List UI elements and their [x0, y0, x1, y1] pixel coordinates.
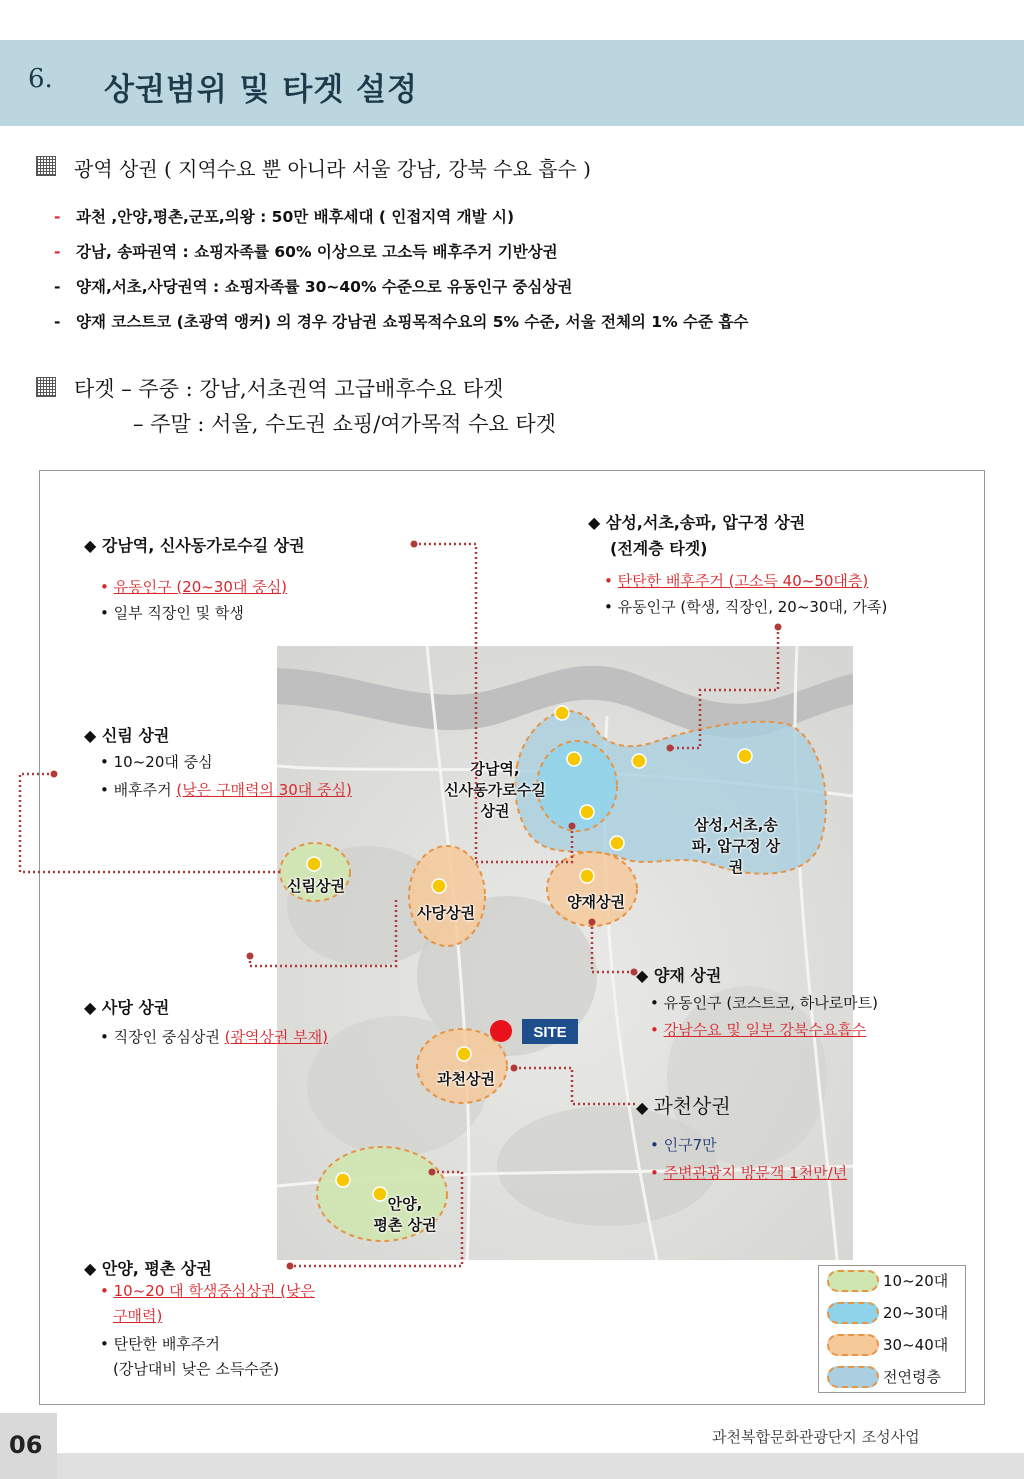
footer-bar: [57, 1453, 1024, 1479]
callout-anyang-point-1b: 구매력): [113, 1307, 163, 1325]
legend-label: 10~20대: [883, 1272, 949, 1290]
wide-item-3: - 양재,서초,사당권역 : 쇼핑자족률 30~40% 수준으로 유동인구 중심상권: [54, 278, 573, 296]
wide-area-heading: 광역 상권 ( 지역수요 뿐 아니라 서울 강남, 강북 수요 흡수 ): [74, 157, 591, 181]
label-sillim: 신림상권: [287, 877, 345, 895]
callout-samsung-point-2: • 유동인구 (학생, 직장인, 20~30대, 가족): [604, 598, 888, 616]
page-title: 상권범위 및 타겟 설정: [104, 72, 418, 108]
callout-samsung-point-1: • 탄탄한 배후주거 (고소득 40~50대층): [604, 572, 869, 590]
callout-samsung-subtitle: (전계층 타겟): [610, 539, 708, 558]
diamond-icon: ◆: [636, 1098, 654, 1117]
callout-gwacheon-point-2: • 주변관광지 방문객 1천만/년: [650, 1164, 848, 1182]
legend-swatch-all: [827, 1366, 879, 1388]
callout-anyang-title: ◆ 안양, 평촌 상권: [84, 1259, 212, 1278]
target-line-1: 타겟 – 주중 : 강남,서초권역 고급배후수요 타겟: [74, 377, 504, 401]
label-sadang: 사당상권: [417, 904, 475, 922]
callout-samsung-title: ◆ 삼성,서초,송파, 압구정 상권: [588, 513, 806, 532]
callout-gwacheon-point-1: • 인구7만: [650, 1136, 717, 1154]
callout-sillim-title: ◆ 신림 상권: [84, 726, 170, 745]
callout-anyang-point-2: • 탄탄한 배후주거: [100, 1335, 220, 1353]
callout-gwacheon-title: ◆ 과천상권: [636, 1094, 731, 1118]
diamond-icon: ◆: [636, 966, 654, 985]
target-line-2: – 주말 : 서울, 수도권 쇼핑/여가목적 수요 타겟: [133, 412, 556, 436]
label-samsung: 삼성,서초,송 파, 압구정 상 권: [691, 816, 781, 876]
legend-swatch-thirty: [827, 1334, 879, 1356]
section-number: 6.: [28, 64, 53, 94]
callout-gangnam-title: ◆ 강남역, 신사동가로수길 상권: [84, 536, 305, 555]
callout-anyang-point-2b: (강남대비 낮은 소득수준): [113, 1360, 280, 1378]
label-anyang: 안양, 평촌 상권: [373, 1195, 437, 1234]
legend: [818, 1265, 966, 1393]
legend-swatch-twenty: [827, 1302, 879, 1324]
callout-gangnam-point-2: • 일부 직장인 및 학생: [100, 604, 244, 622]
project-name: 과천복합문화관광단지 조성사업: [712, 1428, 920, 1446]
callout-yangjae-point-1: • 유동인구 (코스트코, 하나로마트): [650, 994, 879, 1012]
callout-sillim-point-2: • 배후주거 (낮은 구매력의 30대 중심): [100, 781, 352, 799]
callout-yangjae-point-2: • 강남수요 및 일부 강북수요흡수: [650, 1021, 867, 1039]
callout-gangnam-point-1: • 유동인구 (20~30대 중심): [100, 578, 288, 596]
diamond-icon: ◆: [84, 726, 102, 745]
label-gangnam: 강남역, 신사동가로수길 상권: [444, 760, 546, 820]
callout-anyang-point-1: • 10~20 대 학생중심상권 (낮은: [100, 1282, 315, 1300]
legend-label: 20~30대: [883, 1304, 949, 1322]
diamond-icon: ◆: [588, 513, 606, 532]
page-number: 06: [9, 1431, 43, 1459]
wide-item-1: - 과천 ,안양,평촌,군포,의왕 : 50만 배후세대 ( 인접지역 개발 시): [54, 208, 515, 226]
callout-sadang-point-1: • 직장인 중심상권 (광역상권 부재): [100, 1028, 329, 1046]
callout-sadang-title: ◆ 사당 상권: [84, 998, 170, 1017]
diamond-icon: ◆: [84, 536, 102, 555]
diamond-icon: ◆: [84, 1259, 102, 1278]
legend-label: 30~40대: [883, 1336, 949, 1354]
site-label: SITE: [533, 1024, 567, 1041]
legend-label: 전연령층: [883, 1368, 941, 1386]
wide-item-2: - 강남, 송파권역 : 쇼핑자족률 60% 이상으로 고소득 배후주거 기반상권: [54, 243, 558, 261]
wide-item-4: - 양재 코스트코 (초광역 앵커) 의 경우 강남권 쇼핑목적수요의 5% 수준, 서울 전체의 1% 수준 흡수: [54, 313, 749, 331]
callout-sillim-point-1: • 10~20대 중심: [100, 753, 213, 771]
label-gwacheon: 과천상권: [437, 1070, 495, 1088]
page-number-box: [0, 1413, 57, 1479]
legend-swatch-teen: [827, 1270, 879, 1292]
callout-yangjae-title: ◆ 양재 상권: [636, 966, 722, 985]
diamond-icon: ◆: [84, 998, 102, 1017]
label-yangjae: 양재상권: [567, 893, 625, 911]
